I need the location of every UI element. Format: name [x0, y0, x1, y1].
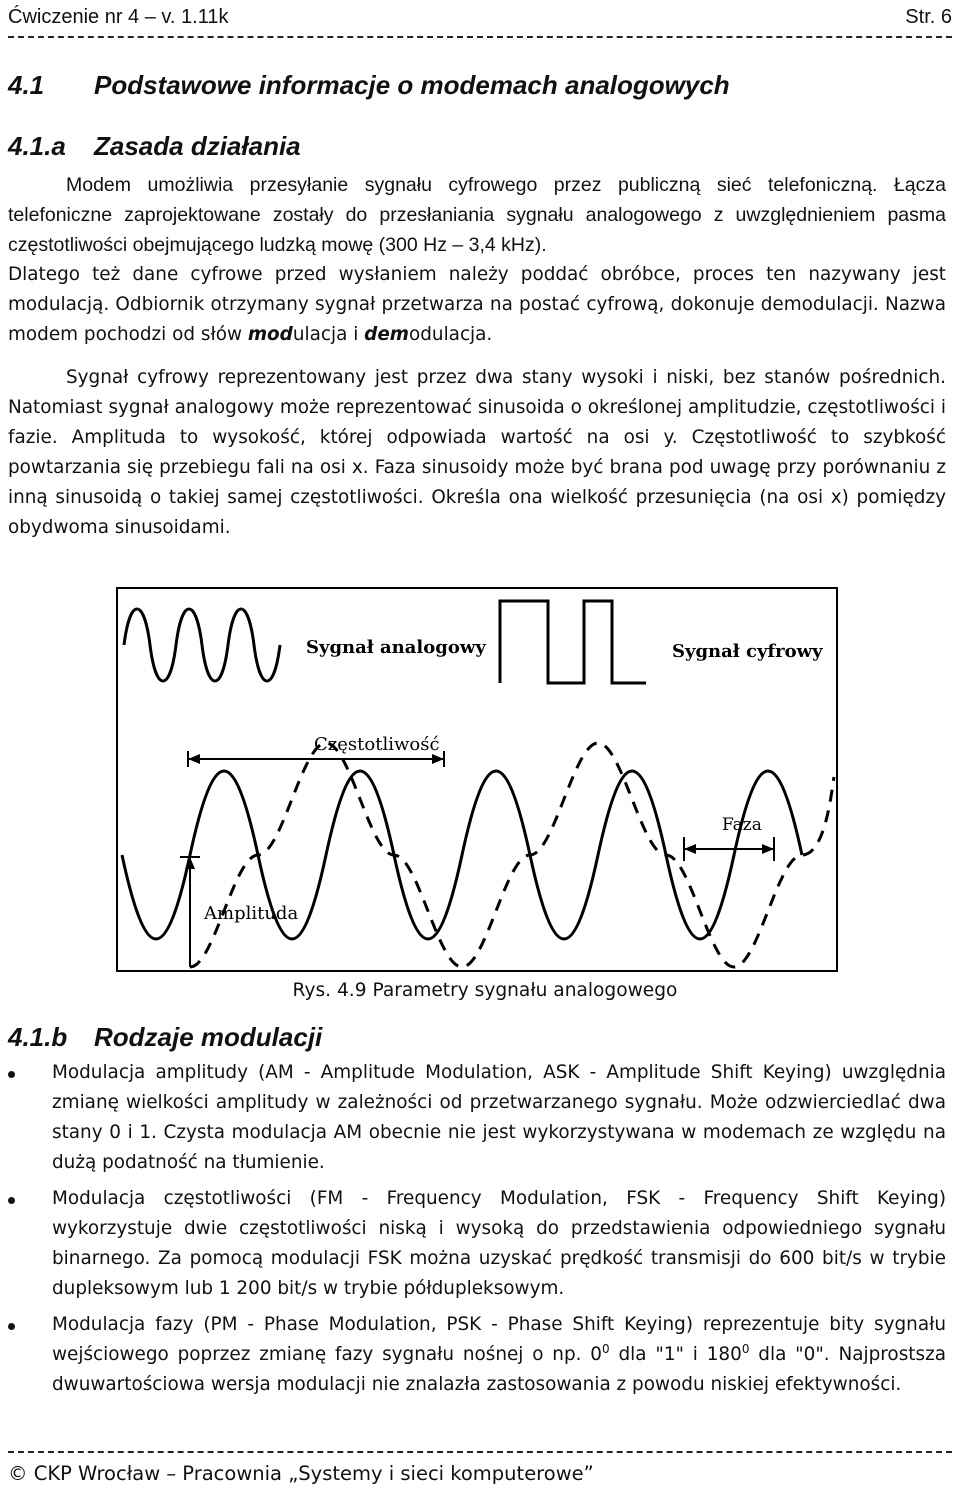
bullet-icon — [8, 1323, 15, 1330]
bullet-icon — [8, 1071, 15, 1078]
header-divider — [8, 36, 952, 38]
page-number: Str. 6 — [905, 6, 952, 28]
footer-divider — [8, 1451, 952, 1453]
label-digital: Sygnał cyfrowy — [672, 641, 823, 662]
emphasis-mod: mod — [247, 324, 293, 345]
superscript-degree-180: 0 — [741, 1341, 750, 1356]
text-ulacja: ulacja i — [292, 324, 365, 345]
page-footer: © CKP Wrocław – Pracownia „Systemy i sieci komputerowe” — [8, 1462, 594, 1485]
list-item-pm-text-c: dla "0". Najprostsza dwuwartościowa wersja modulacji nie znalazła zastosowania z powodu niskiej efektywności. — [52, 1344, 946, 1395]
signal-parameters-figure — [116, 587, 838, 972]
figure-caption: Rys. 4.9 Parametry sygnału analogowego — [292, 980, 678, 1001]
bullet-icon — [8, 1197, 15, 1204]
page-header — [8, 6, 952, 36]
paragraph-intro — [8, 170, 946, 260]
modulation-types-list — [0, 1058, 946, 1406]
list-item-pm-text-a: Modulacja fazy (PM - Phase Modulation, PSK - Phase Shift Keying) reprezentuje bity sygnału wejściowego poprzez zmianę fazy sygnału nośnej o np. 0 — [52, 1314, 946, 1365]
paragraph-signals — [8, 363, 946, 543]
label-phase: Faza — [722, 815, 762, 835]
label-analog: Sygnał analogowy — [306, 637, 486, 658]
header-title: Ćwiczenie nr 4 – v. 1.11k — [8, 6, 229, 28]
subsection-a-title: Zasada działania — [94, 131, 301, 161]
paragraph-modulation-text: Dlatego też dane cyfrowe przed wysłaniem należy poddać obróbce, proces ten nazywany jest modulacją. Odbiornik otrzymany sygnał przetwarza na postać cyfrową, dokonuje demodulacji. Nazwa modem pochodzi od słów — [8, 264, 946, 345]
paragraph-intro-s1: Modem umożliwia przesyłanie sygnału cyfrowego przez publiczną sieć telefoniczną. Łącza telefoniczne zaprojektowane zostały do przesłaniania sygnału analogowego z uwzględnieniem pasma częstotliwości obejmującego ludzką mowę (300 Hz – 3,4 kHz). — [8, 174, 946, 256]
list-item-am-text: Modulacja amplitudy (AM - Amplitude Modulation, ASK - Amplitude Shift Keying) uwzględnia zmianę wielkości amplitudy w zależności od przetwarzanego sygnału. Może odzwierciedlać dwa stany 0 i 1. Czysta modulacja AM obecnie nie jest wykorzystywana w modemach ze względu na dużą podatność na tłumienie. — [52, 1062, 946, 1173]
label-amplitude: Amplituda — [204, 903, 299, 924]
emphasis-dem: dem — [364, 324, 409, 345]
list-item-fm — [0, 1184, 946, 1304]
subsection-a-number: 4.1.a — [8, 131, 66, 161]
section-heading — [8, 70, 730, 101]
subsection-b-title: Rodzaje modulacji — [94, 1022, 323, 1052]
subsection-b-heading — [8, 1022, 322, 1053]
list-item-pm — [0, 1310, 946, 1400]
section-title: Podstawowe informacje o modemach analogowych — [94, 70, 730, 100]
paragraph-modulation — [8, 260, 946, 350]
label-frequency: Częstotliwość — [314, 734, 440, 755]
list-item-pm-text-b: dla "1" i 180 — [609, 1344, 742, 1365]
subsection-a-heading — [8, 131, 301, 162]
list-item-am — [0, 1058, 946, 1178]
paragraph-signals-text: Sygnał cyfrowy reprezentowany jest przez dwa stany wysoki i niski, bez stanów pośrednich. Natomiast sygnał analogowy może reprezentować sinusoida o określonej amplitudzie, częstotliwości i fazie. Amplituda to wysokość, której odpowiada wartość na osi y. Częstotliwość to szybkość powtarzania się przebiegu fali na osi x. Faza sinusoidy może być brana pod uwagę przy porównaniu z inną sinusoidą o takiej samej częstotliwości. Określa ona wielkość przesunięcia (na osi x) pomiędzy obydwoma sinusoidami. — [8, 367, 946, 538]
text-odulacja: odulacja. — [408, 324, 493, 345]
section-number: 4.1 — [8, 70, 45, 100]
subsection-b-number: 4.1.b — [8, 1022, 68, 1052]
list-item-fm-text: Modulacja częstotliwości (FM - Frequency Modulation, FSK - Frequency Shift Keying) wykorzystuje dwie częstotliwości niską i wysoką do przedstawienia odpowiedniego sygnału binarnego. Za pomocą modulacji FSK można uzyskać prędkość transmisji do 600 bit/s w trybie dupleksowym lub 1 200 bit/s w trybie półdupleksowym. — [52, 1188, 946, 1299]
superscript-degree-0: 0 — [602, 1341, 610, 1356]
